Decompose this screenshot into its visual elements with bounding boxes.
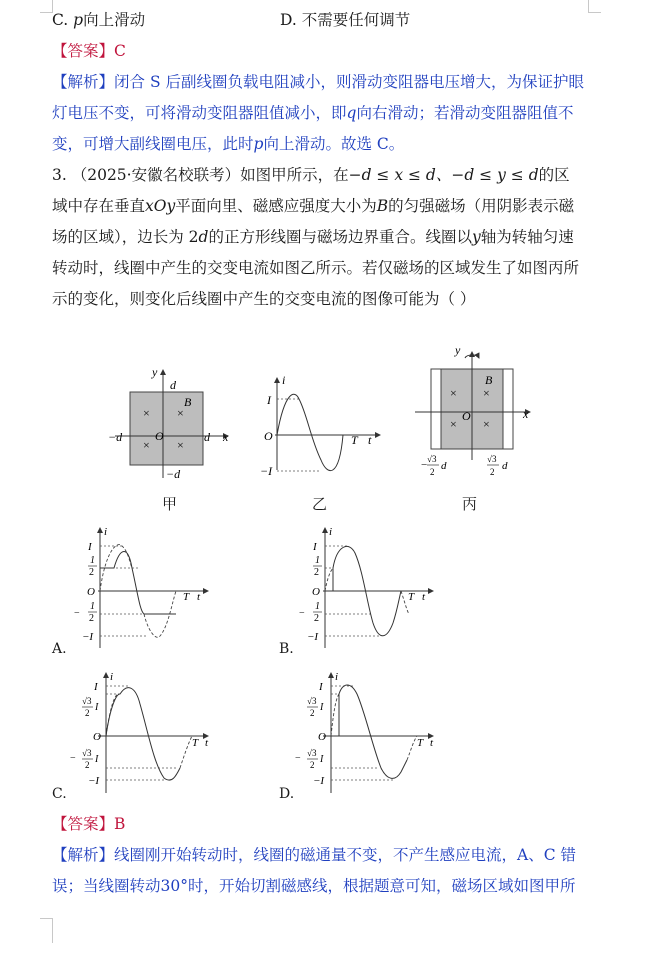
analysis-text-2b: 时，开始切割磁感线，根据题意可知，磁场区域如图甲所 bbox=[188, 877, 576, 895]
a-neg-half-den: 2 bbox=[89, 613, 94, 624]
answer bbox=[52, 812, 125, 834]
c-sqrt3-num: √3 bbox=[82, 696, 92, 706]
jia-x-label: x bbox=[223, 430, 229, 444]
prev-analysis-text-3b: 向上滑动。故选 C。 bbox=[263, 135, 405, 153]
d-origin: O bbox=[318, 731, 326, 743]
b-I-label: I bbox=[313, 541, 317, 553]
a-half-num: 1 bbox=[90, 555, 95, 566]
analysis-text-2a: 误；当线圈转动 bbox=[52, 877, 161, 895]
question-line-4: 转动时，线圈中产生的交变电流如图乙所示。若仅磁场的区域发生了如图丙所 bbox=[52, 259, 580, 277]
prev-analysis-line-2 bbox=[52, 101, 573, 123]
analysis-degree: 30° bbox=[160, 877, 188, 895]
jia-left-neg-d: −d bbox=[108, 430, 123, 444]
a-T-label: T bbox=[183, 591, 190, 603]
d-sqrt3-I: I bbox=[320, 702, 324, 713]
jia-cross: × bbox=[143, 438, 150, 452]
a-half-den: 2 bbox=[89, 567, 94, 578]
question-text-2b: 平面向里、磁感应强度大小为 bbox=[175, 197, 377, 215]
question-line-2 bbox=[52, 194, 574, 216]
yi-T-label: T bbox=[351, 433, 358, 447]
yi-I-label: I bbox=[267, 393, 271, 407]
prev-analysis-text-2b: 向右滑动；若滑动变阻器阻值不 bbox=[356, 104, 574, 122]
option-c-label[interactable]: C. bbox=[52, 786, 67, 802]
question-math-range: −d ≤ x ≤ d、−d ≤ y ≤ d bbox=[348, 166, 539, 184]
b-i-label: i bbox=[329, 526, 333, 538]
prev-analysis-text-3a: 变，可增大副线圈电压，此时 bbox=[52, 135, 254, 153]
analysis-line-2 bbox=[52, 874, 576, 896]
analysis-line-1 bbox=[52, 843, 576, 865]
c-neg-sqrt3-I: I bbox=[95, 754, 99, 765]
figure-bing bbox=[405, 342, 545, 482]
question-var-d: d bbox=[198, 228, 209, 246]
c-neg-sqrt3-num: √3 bbox=[82, 748, 92, 758]
d-neg-sqrt3-den: 2 bbox=[310, 760, 315, 770]
a-neg-I-label: −I bbox=[82, 631, 94, 643]
option-a-graph[interactable] bbox=[68, 523, 218, 653]
question-line-1 bbox=[52, 163, 570, 185]
c-neg-I-label: −I bbox=[88, 775, 100, 787]
c-sqrt3-I: I bbox=[95, 702, 99, 713]
b-half-num: 1 bbox=[315, 555, 320, 566]
bing-left-sqrt3: √3 bbox=[427, 454, 437, 464]
prev-analysis-tag: 【解析】 bbox=[52, 73, 115, 91]
option-a-label[interactable]: A. bbox=[52, 641, 67, 657]
prev-answer bbox=[52, 39, 126, 61]
d-I-label: I bbox=[319, 681, 323, 693]
bing-y-label: y bbox=[455, 343, 461, 357]
bing-b-label: B bbox=[485, 373, 493, 387]
option-d-graph[interactable] bbox=[293, 668, 443, 798]
question-text-2c: 的匀强磁场（用阴影表示磁 bbox=[388, 197, 575, 215]
option-b-graph[interactable] bbox=[293, 523, 443, 653]
question-line-3 bbox=[52, 225, 574, 247]
b-neg-half-den: 2 bbox=[314, 613, 319, 624]
bing-cross: × bbox=[483, 386, 490, 400]
bing-right-two: 2 bbox=[490, 467, 495, 477]
question-text-3a: 场的区域），边长为 2 bbox=[52, 228, 199, 246]
question-text-3c: 轴为转轴匀速 bbox=[480, 228, 574, 246]
bing-cross: × bbox=[450, 417, 457, 431]
d-sqrt3-den: 2 bbox=[310, 708, 315, 718]
option-c-graph[interactable] bbox=[68, 668, 218, 798]
question-text-1b: 的区 bbox=[538, 166, 570, 184]
jia-origin-label: O bbox=[155, 429, 164, 443]
bing-right-sqrt3: √3 bbox=[487, 454, 497, 464]
b-neg-half-minus: − bbox=[299, 608, 305, 619]
prev-option-c bbox=[52, 8, 145, 30]
a-t-label: t bbox=[197, 591, 201, 603]
figure-jia-caption: 甲 bbox=[162, 495, 178, 513]
yi-origin-label: O bbox=[264, 429, 273, 443]
bing-right-d: d bbox=[502, 460, 508, 472]
a-neg-half-num: 1 bbox=[90, 601, 95, 612]
d-i-label: i bbox=[335, 671, 339, 683]
c-neg-sqrt3-den: 2 bbox=[85, 760, 90, 770]
jia-top-d: d bbox=[170, 378, 176, 392]
yi-t-label: t bbox=[368, 433, 372, 447]
prev-analysis-var-p: p bbox=[253, 135, 264, 153]
jia-magnetic-region bbox=[130, 392, 203, 465]
c-T-label: T bbox=[192, 737, 199, 749]
d-T-label: T bbox=[417, 737, 424, 749]
c-origin: O bbox=[93, 731, 101, 743]
figure-jia bbox=[100, 360, 240, 490]
answer-value: B bbox=[114, 815, 126, 833]
d-dashed-curve bbox=[331, 694, 417, 760]
prev-answer-tag: 【答案】 bbox=[52, 42, 115, 60]
analysis-text-1: 线圈刚开始转动时，线圈的磁通量不变，不产生感应电流，A、C 错 bbox=[114, 846, 576, 864]
answer-tag: 【答案】 bbox=[52, 815, 115, 833]
question-math-xoy: xOy bbox=[145, 197, 176, 215]
yi-i-label: i bbox=[282, 373, 286, 387]
c-dashed-curve bbox=[106, 694, 192, 768]
option-b-label[interactable]: B. bbox=[279, 641, 294, 657]
jia-cross: × bbox=[143, 406, 150, 420]
crop-mark-bottom-left bbox=[40, 918, 53, 943]
c-neg-sqrt3-minus: − bbox=[70, 753, 76, 764]
figure-yi bbox=[255, 370, 395, 480]
a-solid-curve bbox=[100, 551, 176, 614]
analysis-tag: 【解析】 bbox=[52, 846, 115, 864]
c-i-label: i bbox=[110, 671, 114, 683]
prev-analysis-text-2a: 灯电压不变，可将滑动变阻器阻值减小，即 bbox=[52, 104, 347, 122]
yi-sine-curve bbox=[277, 394, 343, 470]
d-t-label: t bbox=[430, 737, 434, 749]
figure-bing-caption: 丙 bbox=[462, 495, 478, 513]
d-sqrt3-num: √3 bbox=[307, 696, 317, 706]
d-neg-I-label: −I bbox=[313, 775, 325, 787]
figure-yi-caption: 乙 bbox=[312, 495, 328, 513]
b-T-label: T bbox=[408, 591, 415, 603]
a-neg-half-minus: − bbox=[74, 608, 80, 619]
bing-left-two: 2 bbox=[430, 467, 435, 477]
bing-left-neg: − bbox=[421, 459, 428, 471]
prev-analysis-line-3 bbox=[52, 132, 404, 154]
prev-answer-value: C bbox=[114, 42, 126, 60]
prev-option-c-text: 向上滑动 bbox=[83, 11, 146, 29]
bing-cross: × bbox=[450, 386, 457, 400]
jia-cross: × bbox=[177, 406, 184, 420]
a-I-label: I bbox=[88, 541, 92, 553]
question-var-y: y bbox=[472, 228, 481, 246]
jia-bottom-neg-d: −d bbox=[166, 467, 181, 481]
b-t-label: t bbox=[422, 591, 426, 603]
prev-analysis-line-1 bbox=[52, 70, 584, 92]
option-d-label[interactable]: D. bbox=[279, 786, 295, 802]
bing-origin-label: O bbox=[462, 409, 471, 423]
c-sqrt3-den: 2 bbox=[85, 708, 90, 718]
prev-option-d: D. 不需要任何调节 bbox=[280, 11, 411, 29]
a-i-label: i bbox=[104, 526, 108, 538]
bing-left-d: d bbox=[441, 460, 447, 472]
question-var-b: B bbox=[376, 197, 389, 215]
question-line-5: 示的变化，则变化后线圈中产生的交变电流的图像可能为（ ） bbox=[52, 290, 476, 308]
jia-b-label: B bbox=[184, 395, 192, 409]
b-neg-I-label: −I bbox=[307, 631, 319, 643]
crop-mark-top-right bbox=[588, 0, 601, 13]
b-half-den: 2 bbox=[314, 567, 319, 578]
c-t-label: t bbox=[205, 737, 209, 749]
d-neg-sqrt3-I: I bbox=[320, 754, 324, 765]
a-origin: O bbox=[87, 586, 95, 598]
jia-y-label: y bbox=[152, 365, 158, 379]
prev-option-c-var: p bbox=[73, 11, 84, 29]
b-origin: O bbox=[312, 586, 320, 598]
prev-option-c-prefix: C. bbox=[52, 11, 74, 29]
question-text-1a: 3. （2025·安徽名校联考）如图甲所示，在 bbox=[52, 166, 349, 184]
d-neg-sqrt3-num: √3 bbox=[307, 748, 317, 758]
c-solid-curve bbox=[106, 688, 180, 780]
c-I-label: I bbox=[94, 681, 98, 693]
d-solid-curve bbox=[331, 685, 407, 778]
prev-analysis-var-q: q bbox=[346, 104, 357, 122]
jia-right-d: d bbox=[204, 430, 210, 444]
d-neg-sqrt3-minus: − bbox=[295, 753, 301, 764]
bing-x-label: x bbox=[523, 407, 529, 421]
question-text-3b: 的正方形线圈与磁场边界重合。线圈以 bbox=[208, 228, 472, 246]
b-neg-half-num: 1 bbox=[315, 601, 320, 612]
prev-analysis-text-1: 闭合 S 后副线圈负载电阻减小，则滑动变阻器电压增大，为保证护眼 bbox=[114, 73, 584, 91]
question-text-2a: 域中存在垂直 bbox=[52, 197, 146, 215]
jia-cross: × bbox=[177, 438, 184, 452]
bing-cross: × bbox=[483, 417, 490, 431]
yi-neg-I-label: −I bbox=[260, 464, 273, 478]
